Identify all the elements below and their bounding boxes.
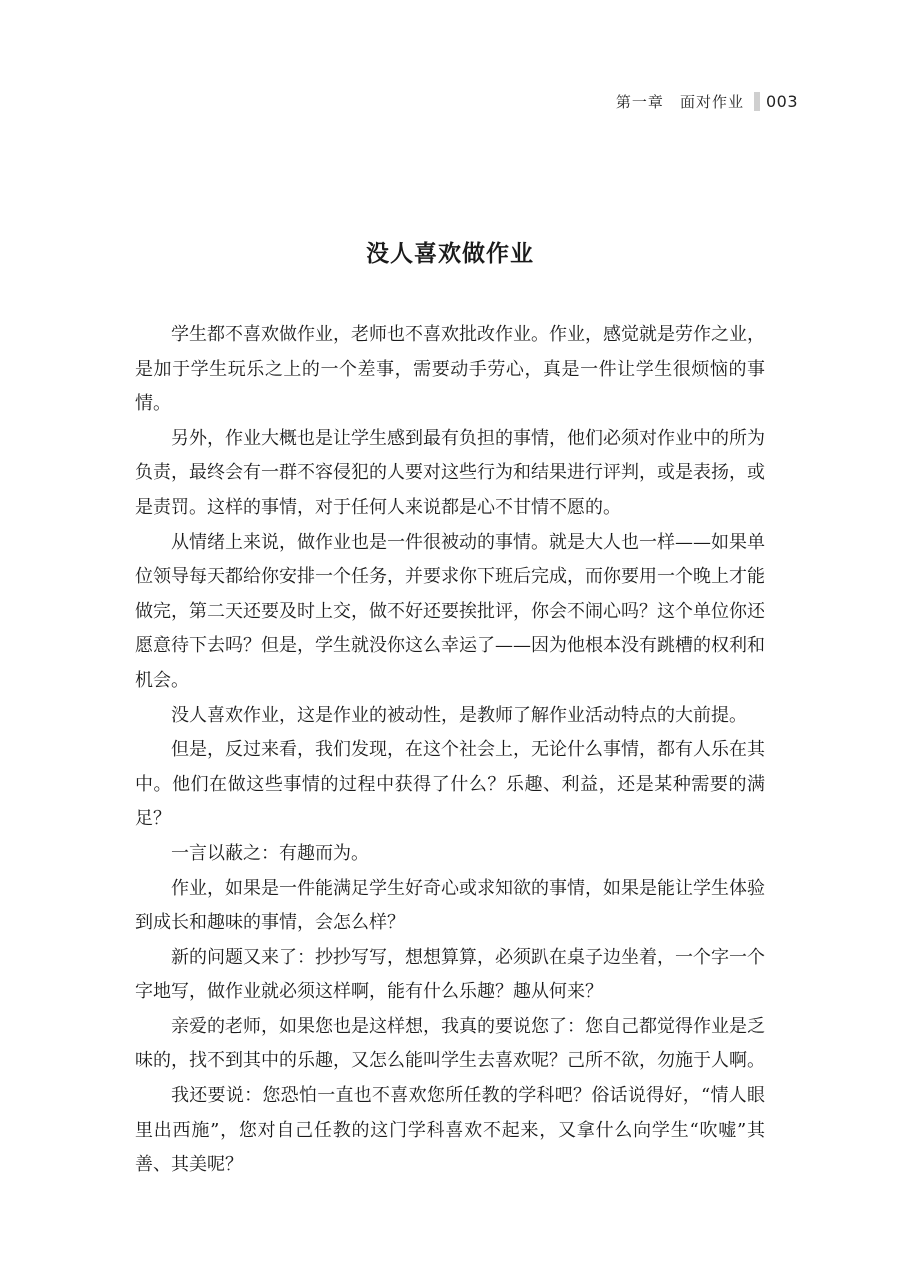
paragraph: 另外，作业大概也是让学生感到最有负担的事情，他们必须对作业中的所为负责，最终会有一群不容侵犯的人要对这些行为和结果进行评判，或是表扬，或是责罚。这样的事情，对于任何人来说都是心不甘情不愿的。 xyxy=(135,427,765,518)
paragraph: 学生都不喜欢做作业，老师也不喜欢批改作业。作业，感觉就是劳作之业，是加于学生玩乐之上的一个差事，需要动手劳心，真是一件让学生很烦恼的事情。 xyxy=(135,324,765,415)
article-body xyxy=(135,318,765,1183)
paragraph: 亲爱的老师，如果您也是这样想，我真的要说您了：您自己都觉得作业是乏味的，找不到其中的乐趣，又怎么能叫学生去喜欢呢？己所不欲，勿施于人啊。 xyxy=(135,1015,765,1072)
article-title: 没人喜欢做作业 xyxy=(366,241,534,267)
paragraph: 作业，如果是一件能满足学生好奇心或求知欲的事情，如果是能让学生体验到成长和趣味的事情，会怎么样？ xyxy=(135,877,765,934)
paragraph: 新的问题又来了：抄抄写写，想想算算，必须趴在桌子边坐着，一个字一个字地写，做作业就必须这样啊，能有什么乐趣？趣从何来？ xyxy=(135,946,765,1003)
paragraph: 从情绪上来说，做作业也是一件很被动的事情。就是大人也一样——如果单位领导每天都给你安排一个任务，并要求你下班后完成，而你要用一个晚上才能做完，第二天还要及时上交，做不好还要挨批评，你会不闹心吗？这个单位你还愿意待下去吗？但是，学生就没你这么幸运了——因为他根本没有跳槽的权利和机会。 xyxy=(135,531,765,691)
chapter-label: 第一章 xyxy=(615,92,664,111)
paragraph: 但是，反过来看，我们发现，在这个社会上，无论什么事情，都有人乐在其中。他们在做这些事情的过程中获得了什么？乐趣、利益，还是某种需要的满足？ xyxy=(135,739,765,830)
running-header xyxy=(616,88,798,114)
paragraph: 一言以蔽之：有趣而为。 xyxy=(171,842,369,864)
section-label: 面对作业 xyxy=(679,92,744,111)
header-divider-bar xyxy=(754,92,760,111)
paragraph: 我还要说：您恐怕一直也不喜欢您所任教的学科吧？俗话说得好，“情人眼里出西施”，您对自己任教的这门学科喜欢不起来，又拿什么向学生“吹嘘”其善、其美呢？ xyxy=(135,1085,765,1176)
paragraph: 没人喜欢作业，这是作业的被动性，是教师了解作业活动特点的大前提。 xyxy=(171,704,747,726)
page-number: 003 xyxy=(765,91,798,111)
